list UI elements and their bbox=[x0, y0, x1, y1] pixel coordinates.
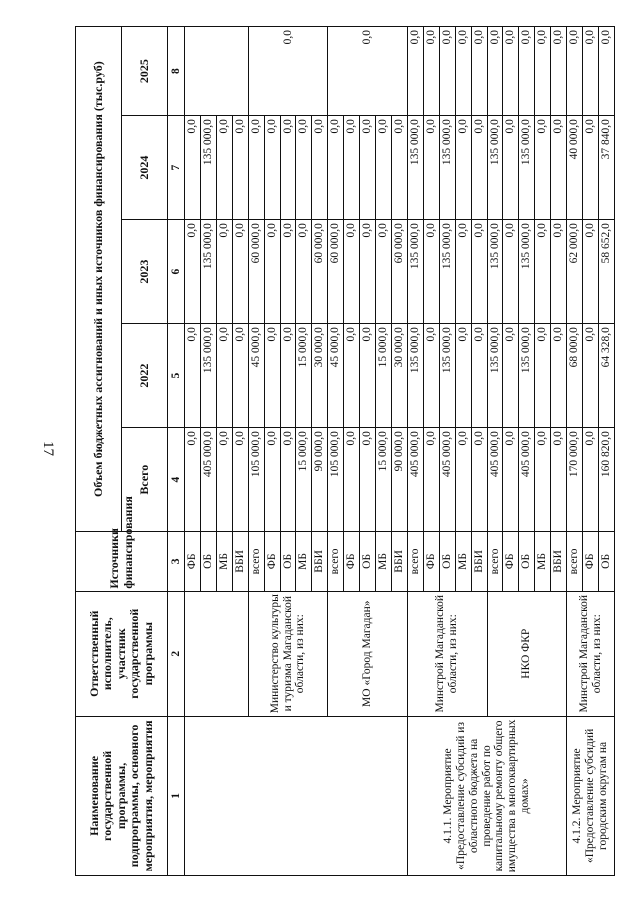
funding-source-cell: всего bbox=[407, 532, 423, 591]
amount-cell: 0,0 bbox=[455, 116, 471, 220]
amount-cell: 0,0 bbox=[328, 116, 344, 220]
amount-cell: 0,0 bbox=[216, 220, 232, 324]
amount-cell: 135 000,0 bbox=[407, 220, 423, 324]
measure-name-cell: 4.1.1. Мероприятие «Предоставление субсидий из областного бюджета на проведение работ по капитальному ремонту общего имущества в многоквартирных домах» bbox=[407, 716, 566, 875]
header-program-name: Наименование государственной программы, подпрограммы, основного мероприятия, мероприятия bbox=[76, 716, 168, 875]
page-number: 17 bbox=[40, 441, 56, 456]
amount-cell: 0,0 bbox=[185, 428, 201, 532]
amount-2025-cell: 0,0 bbox=[248, 27, 328, 116]
amount-cell: 0,0 bbox=[185, 116, 201, 220]
funding-source-cell: ОБ bbox=[439, 532, 455, 591]
amount-2025-cell: 0,0 bbox=[439, 27, 455, 116]
funding-source-cell: МБ bbox=[535, 532, 551, 591]
amount-cell: 135 000,0 bbox=[407, 324, 423, 428]
column-index: 3 bbox=[168, 532, 185, 591]
amount-cell: 0,0 bbox=[296, 116, 312, 220]
header-year-2022: 2022 bbox=[122, 324, 168, 428]
executor-cell: НКО ФКР bbox=[487, 591, 567, 716]
column-index: 2 bbox=[168, 591, 185, 716]
table-row bbox=[567, 27, 583, 876]
amount-cell: 0,0 bbox=[344, 324, 360, 428]
funding-source-cell: ФБ bbox=[264, 532, 280, 591]
header-year-2025: 2025 bbox=[122, 27, 168, 116]
amount-2025-cell: 0,0 bbox=[455, 27, 471, 116]
amount-cell: 0,0 bbox=[216, 116, 232, 220]
amount-cell: 0,0 bbox=[455, 220, 471, 324]
funding-source-cell: ВБИ bbox=[391, 532, 407, 591]
amount-cell: 40 000,0 bbox=[567, 116, 583, 220]
amount-2025-cell: 0,0 bbox=[598, 27, 614, 116]
amount-cell: 105 000,0 bbox=[248, 428, 264, 532]
amount-cell: 0,0 bbox=[232, 116, 248, 220]
amount-cell: 0,0 bbox=[535, 220, 551, 324]
funding-source-cell: ФБ bbox=[185, 532, 201, 591]
amount-cell: 135 000,0 bbox=[407, 116, 423, 220]
amount-cell: 68 000,0 bbox=[567, 324, 583, 428]
amount-cell: 0,0 bbox=[423, 428, 439, 532]
amount-cell: 0,0 bbox=[264, 324, 280, 428]
amount-cell: 0,0 bbox=[360, 324, 376, 428]
measure-name-cell bbox=[185, 716, 408, 875]
amount-cell: 0,0 bbox=[312, 116, 328, 220]
funding-source-cell: ОБ bbox=[200, 532, 216, 591]
amount-cell: 0,0 bbox=[503, 324, 519, 428]
executor-cell: Минстрой Магаданской области, из них: bbox=[567, 591, 615, 716]
funding-source-cell: ВБИ bbox=[312, 532, 328, 591]
amount-cell: 0,0 bbox=[280, 116, 296, 220]
amount-2025-cell: 0,0 bbox=[471, 27, 487, 116]
funding-source-cell: МБ bbox=[376, 532, 392, 591]
amount-cell: 15 000,0 bbox=[376, 324, 392, 428]
funding-source-cell: ФБ bbox=[583, 532, 599, 591]
amount-cell: 0,0 bbox=[551, 324, 567, 428]
amount-cell: 0,0 bbox=[423, 116, 439, 220]
amount-cell: 0,0 bbox=[535, 116, 551, 220]
amount-cell: 0,0 bbox=[360, 220, 376, 324]
amount-cell: 60 000,0 bbox=[391, 220, 407, 324]
amount-cell: 0,0 bbox=[551, 220, 567, 324]
header-year-2023: 2023 bbox=[122, 220, 168, 324]
funding-source-cell: ОБ bbox=[280, 532, 296, 591]
amount-2025-cell bbox=[185, 27, 249, 116]
amount-cell: 405 000,0 bbox=[200, 428, 216, 532]
amount-cell: 15 000,0 bbox=[296, 324, 312, 428]
amount-cell: 135 000,0 bbox=[519, 116, 535, 220]
amount-cell: 60 000,0 bbox=[312, 220, 328, 324]
amount-cell: 90 000,0 bbox=[312, 428, 328, 532]
amount-cell: 0,0 bbox=[535, 428, 551, 532]
funding-source-cell: ОБ bbox=[519, 532, 535, 591]
funding-source-cell: ВБИ bbox=[551, 532, 567, 591]
amount-cell: 135 000,0 bbox=[519, 220, 535, 324]
header-funding-volume: Объем бюджетных ассигнований и иных источников финансирования (тыс.руб) bbox=[76, 27, 122, 532]
amount-cell: 0,0 bbox=[471, 428, 487, 532]
amount-cell: 0,0 bbox=[471, 220, 487, 324]
amount-cell: 0,0 bbox=[248, 116, 264, 220]
executor-cell: Минстрой Магаданской области, из них: bbox=[407, 591, 487, 716]
amount-cell: 37 840,0 bbox=[598, 116, 614, 220]
header-total: Всего bbox=[122, 428, 168, 532]
funding-source-cell: всего bbox=[567, 532, 583, 591]
amount-cell: 0,0 bbox=[503, 428, 519, 532]
table-row bbox=[407, 27, 423, 876]
amount-2025-cell: 0,0 bbox=[328, 27, 408, 116]
amount-cell: 62 000,0 bbox=[567, 220, 583, 324]
column-index: 1 bbox=[168, 716, 185, 875]
amount-2025-cell: 0,0 bbox=[503, 27, 519, 116]
amount-cell: 105 000,0 bbox=[328, 428, 344, 532]
amount-cell: 0,0 bbox=[583, 220, 599, 324]
funding-source-cell: МБ bbox=[455, 532, 471, 591]
amount-cell: 135 000,0 bbox=[519, 324, 535, 428]
funding-source-cell: ФБ bbox=[344, 532, 360, 591]
amount-2025-cell: 0,0 bbox=[567, 27, 583, 116]
funding-source-cell: МБ bbox=[216, 532, 232, 591]
amount-cell: 60 000,0 bbox=[248, 220, 264, 324]
funding-source-cell: ОБ bbox=[598, 532, 614, 591]
funding-source-cell: всего bbox=[487, 532, 503, 591]
column-index: 7 bbox=[168, 116, 185, 220]
amount-2025-cell: 0,0 bbox=[583, 27, 599, 116]
amount-2025-cell: 0,0 bbox=[535, 27, 551, 116]
amount-cell: 0,0 bbox=[232, 324, 248, 428]
amount-cell: 135 000,0 bbox=[439, 324, 455, 428]
amount-cell: 0,0 bbox=[376, 220, 392, 324]
funding-source-cell: всего bbox=[248, 532, 264, 591]
funding-source-cell: ОБ bbox=[360, 532, 376, 591]
amount-cell: 0,0 bbox=[503, 220, 519, 324]
column-index: 5 bbox=[168, 324, 185, 428]
amount-cell: 45 000,0 bbox=[328, 324, 344, 428]
measure-name-cell: 4.1.2. Мероприятие «Предоставление субсидий городским округам на bbox=[567, 716, 615, 875]
amount-cell: 0,0 bbox=[216, 324, 232, 428]
executor-cell: МО «Город Магадан» bbox=[328, 591, 408, 716]
amount-cell: 0,0 bbox=[583, 324, 599, 428]
amount-cell: 45 000,0 bbox=[248, 324, 264, 428]
amount-cell: 0,0 bbox=[185, 220, 201, 324]
amount-cell: 0,0 bbox=[264, 116, 280, 220]
funding-source-cell: ВБИ bbox=[471, 532, 487, 591]
amount-cell: 160 820,0 bbox=[598, 428, 614, 532]
amount-cell: 0,0 bbox=[264, 428, 280, 532]
amount-cell: 135 000,0 bbox=[487, 116, 503, 220]
amount-cell: 15 000,0 bbox=[376, 428, 392, 532]
funding-table bbox=[75, 26, 615, 876]
amount-2025-cell: 0,0 bbox=[551, 27, 567, 116]
table-body bbox=[185, 27, 615, 876]
header-funding-source: Источники финансирования bbox=[76, 532, 168, 591]
column-index: 6 bbox=[168, 220, 185, 324]
funding-source-cell: ФБ bbox=[423, 532, 439, 591]
amount-cell: 64 328,0 bbox=[598, 324, 614, 428]
amount-cell: 30 000,0 bbox=[391, 324, 407, 428]
amount-cell: 0,0 bbox=[360, 116, 376, 220]
table-row bbox=[185, 27, 201, 876]
amount-cell: 405 000,0 bbox=[519, 428, 535, 532]
amount-2025-cell: 0,0 bbox=[423, 27, 439, 116]
amount-cell: 0,0 bbox=[344, 220, 360, 324]
header-year-2024: 2024 bbox=[122, 116, 168, 220]
amount-cell: 135 000,0 bbox=[439, 116, 455, 220]
amount-cell: 135 000,0 bbox=[439, 220, 455, 324]
amount-cell: 405 000,0 bbox=[439, 428, 455, 532]
amount-cell: 60 000,0 bbox=[328, 220, 344, 324]
amount-cell: 0,0 bbox=[344, 428, 360, 532]
amount-cell: 0,0 bbox=[583, 428, 599, 532]
rotated-table-wrapper bbox=[75, 26, 615, 876]
amount-cell: 0,0 bbox=[376, 116, 392, 220]
amount-cell: 0,0 bbox=[264, 220, 280, 324]
amount-cell: 0,0 bbox=[423, 220, 439, 324]
funding-source-cell: ВБИ bbox=[232, 532, 248, 591]
amount-cell: 0,0 bbox=[455, 428, 471, 532]
amount-cell: 0,0 bbox=[296, 220, 312, 324]
amount-cell: 0,0 bbox=[232, 428, 248, 532]
amount-2025-cell: 0,0 bbox=[407, 27, 423, 116]
amount-cell: 135 000,0 bbox=[200, 324, 216, 428]
amount-cell: 90 000,0 bbox=[391, 428, 407, 532]
column-index: 8 bbox=[168, 27, 185, 116]
amount-cell: 0,0 bbox=[455, 324, 471, 428]
amount-cell: 0,0 bbox=[471, 116, 487, 220]
amount-2025-cell: 0,0 bbox=[519, 27, 535, 116]
amount-cell: 135 000,0 bbox=[200, 220, 216, 324]
amount-cell: 0,0 bbox=[535, 324, 551, 428]
amount-cell: 0,0 bbox=[391, 116, 407, 220]
amount-cell: 15 000,0 bbox=[296, 428, 312, 532]
header-executor: Ответственный исполнитель, участник государственной программы bbox=[76, 591, 168, 716]
amount-cell: 405 000,0 bbox=[407, 428, 423, 532]
amount-cell: 135 000,0 bbox=[487, 220, 503, 324]
amount-cell: 0,0 bbox=[551, 428, 567, 532]
amount-cell: 0,0 bbox=[471, 324, 487, 428]
amount-cell: 0,0 bbox=[551, 116, 567, 220]
column-index: 4 bbox=[168, 428, 185, 532]
amount-cell: 0,0 bbox=[232, 220, 248, 324]
amount-cell: 58 652,0 bbox=[598, 220, 614, 324]
amount-cell: 405 000,0 bbox=[487, 428, 503, 532]
amount-cell: 0,0 bbox=[280, 220, 296, 324]
funding-source-cell: ФБ bbox=[503, 532, 519, 591]
executor-cell: Министерство культуры и туризма Магаданской области, из них: bbox=[248, 591, 328, 716]
amount-cell: 135 000,0 bbox=[487, 324, 503, 428]
amount-cell: 0,0 bbox=[280, 324, 296, 428]
amount-cell: 0,0 bbox=[216, 428, 232, 532]
amount-cell: 0,0 bbox=[360, 428, 376, 532]
amount-cell: 30 000,0 bbox=[312, 324, 328, 428]
amount-cell: 0,0 bbox=[344, 116, 360, 220]
funding-source-cell: МБ bbox=[296, 532, 312, 591]
amount-cell: 0,0 bbox=[503, 116, 519, 220]
executor-cell bbox=[185, 591, 249, 716]
amount-cell: 0,0 bbox=[185, 324, 201, 428]
amount-cell: 135 000,0 bbox=[200, 116, 216, 220]
amount-cell: 170 000,0 bbox=[567, 428, 583, 532]
amount-cell: 0,0 bbox=[423, 324, 439, 428]
amount-cell: 0,0 bbox=[280, 428, 296, 532]
amount-cell: 0,0 bbox=[583, 116, 599, 220]
amount-2025-cell: 0,0 bbox=[487, 27, 503, 116]
funding-source-cell: всего bbox=[328, 532, 344, 591]
